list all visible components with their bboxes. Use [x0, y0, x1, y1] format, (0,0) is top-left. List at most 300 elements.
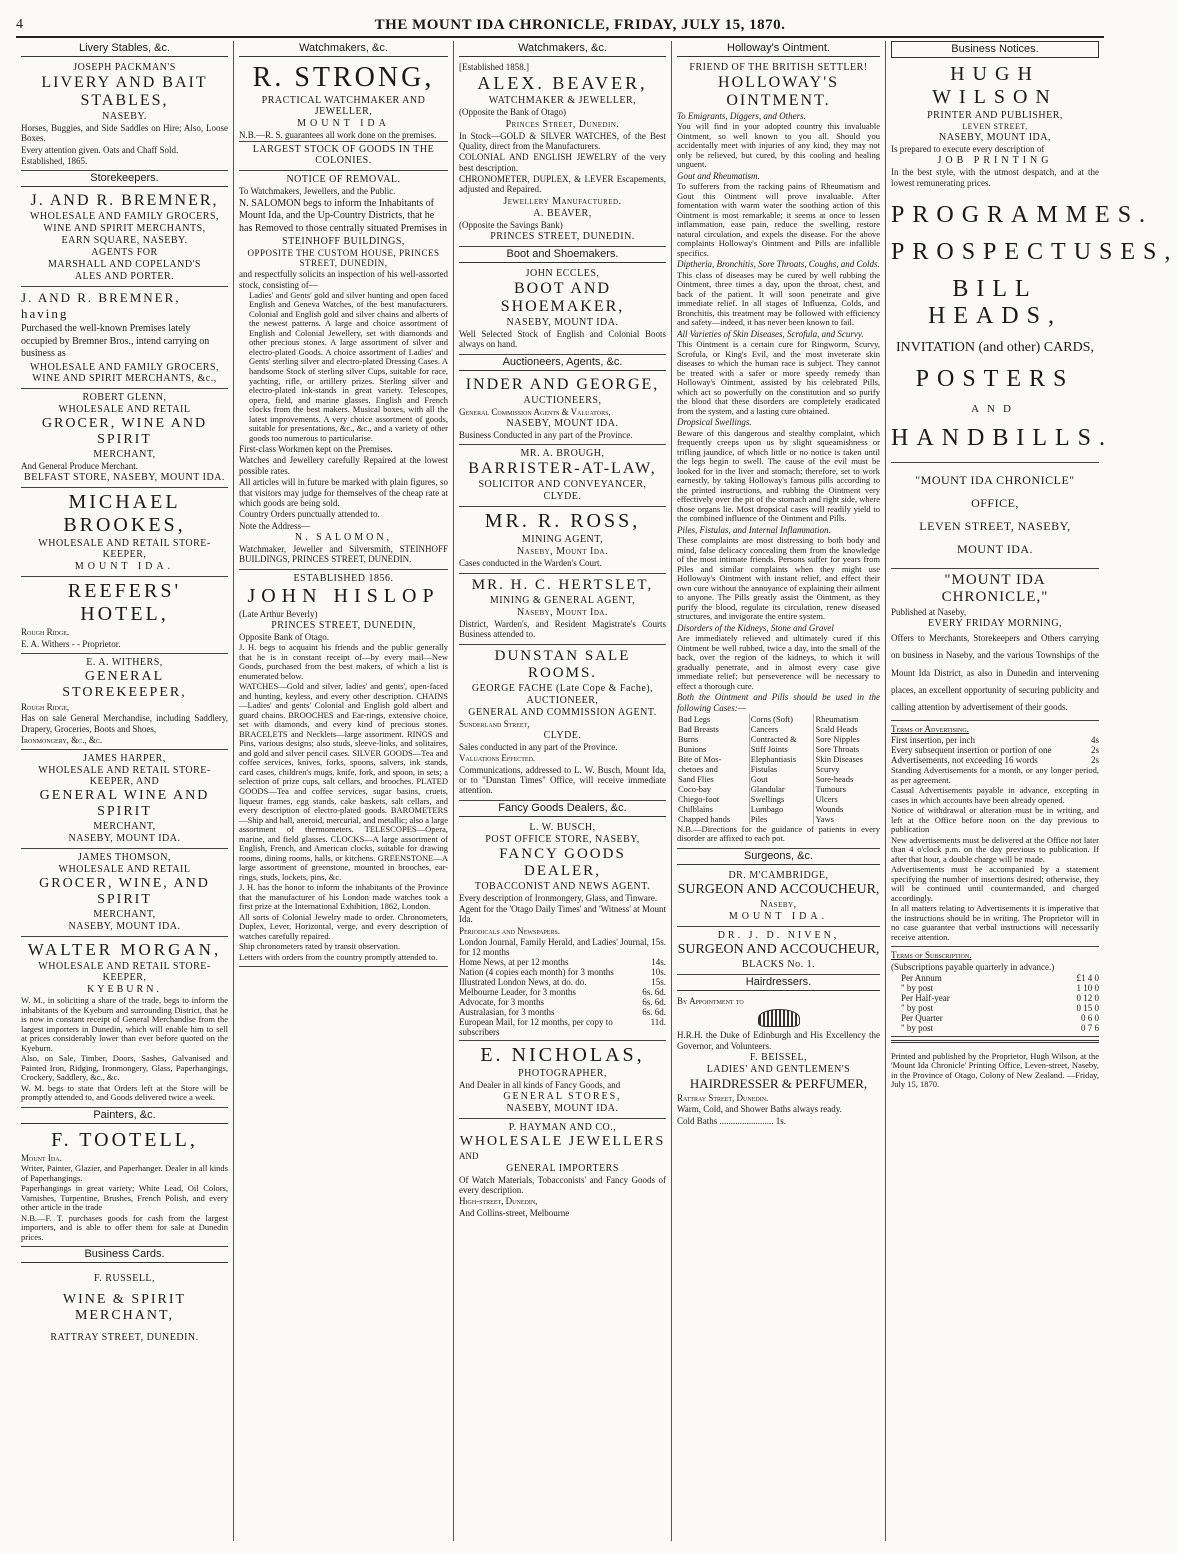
remedy-item: Scurvy — [815, 763, 840, 774]
ad-line: CHRONOMETER, DUPLEX, & LEVER Escapements, adjusted and Repaired. — [459, 174, 666, 195]
ad-russell — [21, 1265, 228, 1352]
section-watchmakers-header-2: Watchmakers, &c. — [459, 41, 666, 57]
ad-salomon — [239, 171, 448, 569]
ad-title: BARRISTER-AT-LAW, — [468, 460, 657, 478]
printing-services-list — [891, 202, 1178, 452]
ad-line: These complaints are most distressing to both body and mind, false delicacy concealing them from the knowledge of the most intimate friends. Persons suffer for years from Piles and similar complaints when they might use Holloway's Ointment with instant relief, and effect their own cure without the annoyance of explaining their ailment to anyone. The Pills greatly assist the Ointment, as they purify the blood, regulate its circulation, renew diseased structures, and invigorate the entire system. — [677, 535, 880, 622]
ad-line: N.B.—Directions for the guidance of patients in every disorder are affixed to each pot. — [677, 823, 880, 844]
ad-line: GENERAL IMPORTERS — [506, 1162, 619, 1174]
ad-line: Offers to Merchants, Storekeepers and Others carrying on business in Naseby, and the various Townships of the Mount Ida District, as also in Dunedin and intervening places, an excellent opportunity of securing publicity and calling attention by advertisement of their goods. — [891, 633, 1099, 712]
ad-line: To Watchmakers, Jewellers, and the Public. — [239, 186, 396, 197]
section-notices-header: Business Notices. — [891, 41, 1099, 58]
ad-line: AUCTIONEERS, — [523, 394, 602, 406]
ad-line: J. H. has the honor to inform the inhabitants of the Province that the manufacturer of his London made watches took a first prize at the International Exhibition, 1862, London. — [239, 882, 448, 912]
periodical-row-label: Australasian, for 3 months — [459, 1006, 555, 1017]
ad-title: E. NICHOLAS, — [480, 1043, 645, 1066]
terms-advertising — [891, 721, 1099, 948]
ad-brough — [459, 445, 666, 507]
ad-line: N. SALOMON, — [294, 531, 393, 543]
ad-line: A. BEAVER, — [533, 207, 592, 219]
ad-title: SURGEON AND ACCOUCHEUR, — [677, 941, 880, 957]
periodical-row-price: 15s. — [651, 976, 666, 987]
ad-line: Rough Ridge. — [21, 627, 70, 638]
ad-line: MARSHALL AND COPELAND'S — [48, 259, 201, 271]
periodical-row-price: 15s. — [651, 936, 666, 947]
ad-line: LADIES' AND GENTLEMEN'S — [706, 1063, 851, 1075]
ad-strong — [239, 59, 448, 171]
ad-line: WINE AND SPIRIT MERCHANTS, — [43, 223, 206, 235]
ad-line: W. M., in soliciting a share of the trade, begs to inform the inhabitants of the Kyeburn and surrounding District, that he is now in constant receipt of General Merchandise from the largest importers in Dunedin, which will enable him to sell at prices considerably lower than ever before quoted on the Kyeburn. — [21, 995, 228, 1053]
column-5 — [886, 41, 1178, 1541]
ad-packman — [21, 59, 228, 171]
ad-title: LIVERY AND BAIT STABLES, — [41, 74, 208, 109]
ad-tootell — [21, 1126, 228, 1247]
ad-line: GENERAL STORES, — [503, 1091, 622, 1103]
ad-line: Agent for the 'Otago Daily Times' and 'Witness' at Mount Ida. — [459, 903, 666, 925]
ad-wilson — [891, 60, 1099, 192]
ad-line: "MOUNT IDA CHRONICLE" — [915, 473, 1075, 488]
ad-line: Also, on Sale, Timber, Doors, Sashes, Galvanised and Painted Iron, Ridging, Ironmongery, Glass, Paperhangings, Crockery, Saddlery, &c., &c. — [21, 1053, 228, 1083]
ad-line: Beware of this dangerous and stealthy complaint, which frequently creeps upon us by slight squeamishness or trifling jaundice, of which little or no notice is taken until the legs begin to swell. The cause of the evil must be looked for in the liver and stomach; therefore, set to work earnestly, by taking Holloway's famous pills according to the printed instructions, and rubbing the Ointment very effectively over the pit of the stomach and right side, where those organs lie. Most dropsical cases will readily yield to the combined influence of the Ointment and Pills. — [677, 427, 880, 524]
remedy-item: Glandular — [750, 783, 785, 794]
column-1 — [16, 41, 234, 1541]
periodicals-list — [459, 937, 666, 1037]
ad-line: Every attention given. Oats and Chaff Sold. — [21, 144, 179, 155]
ad-title: GENERAL WINE AND SPIRIT — [39, 788, 210, 820]
subscription-row — [901, 1003, 1099, 1013]
ad-line: And Dealer in all kinds of Fancy Goods, and — [459, 1079, 621, 1090]
ad-subhead: Disorders of the Kidneys, Stone and Gravel — [677, 622, 834, 633]
ad-line: Valuations Effected. — [459, 753, 536, 764]
ad-line: W. M. begs to state that Orders left at the Store will be promptly attended to, and Goods delivered twice a week. — [21, 1082, 228, 1103]
remedy-item: Chiego-foot — [678, 793, 720, 804]
ad-line: N.B.—R. S. guarantees all work done on the premises. — [239, 130, 437, 140]
ad-line: PRINCES STREET, DUNEDIN, — [271, 619, 416, 631]
ad-title: GROCER, WINE, AND SPIRIT — [39, 876, 210, 908]
ad-line: BELFAST STORE, NASEBY, MOUNT IDA. — [24, 472, 225, 484]
ad-line: In the best style, with the utmost despatch, and at the lowest remunerating prices. — [891, 167, 1099, 188]
ad-line: F. RUSSELL, — [93, 1273, 156, 1285]
rate-row-price: 2s — [1090, 745, 1099, 756]
remedy-item: Burns — [678, 733, 699, 744]
ad-line: PRINTER AND PUBLISHER, — [927, 110, 1063, 121]
ad-line: NASEBY. — [102, 111, 147, 122]
remedy-item: Contracted & — [750, 733, 797, 744]
terms-header: Terms of Advertising. — [891, 723, 969, 734]
ad-line: Sunderland Street, — [459, 718, 530, 729]
remedy-item: Chilblains — [678, 803, 713, 814]
ad-line: And General Produce Merchant. — [21, 460, 138, 471]
remedy-item: Corns (Soft) — [750, 713, 793, 724]
ad-line: WHOLESALE AND FAMILY GROCERS, — [29, 211, 220, 223]
terms-header: Terms of Subscription. — [891, 950, 972, 961]
section-hairdressers-header: Hairdressers. — [677, 975, 880, 991]
ad-line: Every description of Ironmongery, Glass, and Tinware. — [459, 892, 658, 903]
section-holloway-header: Holloway's Ointment. — [677, 41, 880, 57]
ad-line: Watchmaker, Jeweller and Silversmith, STEINHOFF BUILDINGS, PRINCES STREET, DUNEDIN. — [239, 543, 448, 565]
ad-title: JOHN HISLOP — [247, 584, 440, 607]
ad-line: Letters with orders from the country promptly attended to. — [239, 951, 438, 962]
advertising-rates — [891, 735, 1099, 765]
ad-line: Advertisements must be accompanied by a statement specifying the number of insertions desired; otherwise, they will be continued until countermanded, and charged accordingly. — [891, 864, 1099, 903]
ad-line: This Ointment is a certain cure for Ringworm, Scurvy, Scrofula, or King's Evil, and the most inveterate skin diseases to which the human race is subject. They cannot be treated with a safer or more speedy remedy than Holloway's Ointment, assisted by his celebrated Pills, which act so powerfully on the constitution and so purify the blood that these disorders are completely eradicated from the system, and a lasting cure obtained. — [677, 339, 880, 416]
subscription-row — [901, 1013, 1099, 1023]
ad-line: WATCHMAKER & JEWELLER, — [488, 95, 637, 107]
ad-line: All sorts of Colonial Jewelry made to order. Chronometers, Duplex, Lever, Horizontal, verge, and every description of watches carefully repaired. — [239, 911, 448, 941]
ad-line: High-street, Dunedin, — [459, 1196, 538, 1207]
ad-line: Opposite Bank of Otago. — [239, 631, 329, 642]
subscription-row-label: Per Quarter — [901, 1013, 943, 1024]
ad-line: Has on sale General Merchandise, including Saddlery, Drapery, Groceries, Boots and Shoes, — [21, 713, 228, 734]
ad-line: Periodicals and Newspapers. — [459, 925, 561, 936]
ad-title: REEFERS' HOTEL, — [67, 580, 182, 626]
ad-line: F. BEISSEL, — [749, 1051, 808, 1063]
rate-row-label: Every subsequent insertion or portion of one — [891, 745, 1052, 756]
ad-line: MOUNT IDA. — [728, 910, 829, 922]
ad-line: Ladies' and Gents' gold and silver hunting and open faced English and Geneva Watches, of the best manufacturers. Colonial and English gold and silver chains and alberts of the newest patterns. A large and choice assortment of English and Colonial Jewellery, set with diamonds and other precious stones. A large assortment of silver and electro-plated Goods. A choice assortment of Ladies' and Gents' sterling silver and electro-plated Dressing Cases. A handsome Stock of sterling silver Cups, suitable for race, yachting, rifle, or artillery prizes. Sterling silver and electro-plated ink-stands in great variety. Telescopes, opera, field, and marine glasses. English and French clocks from the best makers. Musical boxes, with all the latest improvements. A very choice assortment of goods, suitable for presentations, &c., &c., and a variety of other goods too numerous to particularise. — [249, 289, 448, 443]
periodical-row-price: 6s. 6d. — [642, 996, 666, 1007]
subscription-row-price: 1 10 0 — [1076, 983, 1099, 994]
ad-line: CLYDE. — [543, 491, 582, 503]
ad-line: MOUNT IDA. — [74, 561, 175, 573]
printing-service-item: AND — [971, 403, 1019, 416]
remedy-col-3 — [814, 714, 880, 824]
ad-line: General Commission Agents & Valuators, — [459, 406, 611, 417]
ad-niven — [677, 927, 880, 975]
ad-line: Cold Baths ........................ 1s. — [677, 1115, 787, 1126]
remedy-item: Sand Flies — [678, 773, 714, 784]
ad-title: SURGEON AND ACCOUCHEUR, — [677, 881, 880, 897]
periodical-row-label: Nation (4 copies each month) for 3 months — [459, 966, 614, 977]
periodical-row-label: Home News, at per 12 months — [459, 956, 569, 967]
remedy-item: Tumours — [815, 783, 846, 794]
ad-title: INDER AND GEORGE, — [465, 375, 660, 393]
ad-line: MINING AGENT, — [521, 534, 604, 546]
ad-thomson — [21, 849, 228, 937]
ad-line: N. SALOMON begs to inform the Inhabitants of Mount Ida, and the Up-Country Districts, that he has Removed to those centrally situated Premises in — [239, 197, 448, 234]
ad-hayman — [459, 1119, 666, 1222]
periodical-row — [459, 987, 666, 997]
ad-line: (Subscriptions payable quarterly in advance.) — [891, 961, 1055, 972]
remedy-item: Sore Nipples — [815, 733, 860, 744]
subscription-rates — [891, 973, 1099, 1033]
rate-row-label: First insertion, per inch — [891, 735, 975, 746]
ad-line: Rattray Street, Dunedin. — [677, 1092, 769, 1103]
remedy-item: Bunions — [678, 743, 707, 754]
ad-line: NASEBY, MOUNT IDA. — [506, 418, 619, 430]
rate-row-price: 4s — [1090, 735, 1099, 746]
masthead-title: THE MOUNT IDA CHRONICLE, FRIDAY, JULY 15, 1870. — [374, 16, 786, 33]
ad-harper — [21, 750, 228, 849]
ad-line: PRACTICAL WATCHMAKER AND JEWELLER, — [261, 95, 426, 117]
ad-title: DUNSTAN SALE ROOMS. — [494, 647, 631, 681]
ad-line: FRIEND OF THE BRITISH SETTLER! — [689, 62, 868, 73]
ad-chronicle — [891, 569, 1099, 721]
ad-title: GROCER, WINE AND SPIRIT — [41, 415, 208, 447]
subscription-row-price: 0 12 0 — [1076, 993, 1099, 1004]
ad-line: ROBERT GLENN, — [82, 391, 167, 403]
ad-line: This class of diseases may be cured by well rubbing the Ointment, three times a day, upon the throat, chest, and back of the patient. It will soon penetrate and give immediate relief. In all stages of Influenza, Colds, and Bronchitis, this treatment may be followed with efficiency and safety—indeed, it has never been known to fail. — [677, 269, 880, 328]
subscription-row — [901, 1023, 1099, 1033]
ad-title: MICHAEL BROOKES, — [63, 491, 186, 537]
subscription-row-label: Per Half-year — [901, 993, 950, 1004]
ad-line: Casual Advertisements payable in advance, excepting in cases in which accounts have been already opened. — [891, 785, 1099, 805]
ad-line: GEORGE FACHE (Late Cope & Fache), — [471, 682, 654, 694]
ad-title: J. AND R. BREMNER, — [30, 192, 219, 210]
ad-line: Ironmongery, &c., &c. — [21, 734, 103, 745]
ad-line: H.R.H. the Duke of Edinburgh and His Excellency the Governor, and Volunteers. — [677, 1030, 880, 1051]
ad-line: All articles will in future be marked with plain figures, so that visitors may judge for themselves of the cheap rate at which goods are being sold. — [239, 477, 448, 508]
ad-line: ALES AND PORTER. — [74, 271, 175, 283]
ad-line: Published at Naseby, — [891, 607, 967, 618]
ad-line: WHOLESALE AND RETAIL — [58, 403, 191, 415]
ad-line: WATCHES—Gold and silver, ladies' and gents', open-faced and hunting, keyless, and every other description. CHAINS—Ladies' and gents' Colonial and English gold albert and guard chains. BROOCHES and Ear-rings, extensive choice, set with diamonds, and every kind of precious stones. BRACELETS and Necklets—large assortment. RINGS and Pins, various designs; also studs, sleeve-links, and solitaires, and gold and silver pencil cases. SILVER GOODS—Tea and coffee services, knives, forks, spoons, salvers, ink stands, card cases, children's mugs, knife, fork, and spoon, in sets; a selection of prize cups, salt cellars, and brooches. PLATED GOODS—Tea and coffee services, sugar basins, cruets, liqueur frames, egg stands, cake baskets, salt cellars, and every description of electro-plated goods. BAROMETERS—Ship and hall, aneroid, mercurial, and metallic; also a large assortment of thermometers. TELESCOPES—Opera, marine, and field glasses. CLOCKS—A large assortment of English, French, and American clocks, suitable for drawing rooms, dining rooms, halls, or kitchens. GREENSTONE—A large assortment of greenstone, mounted in brooches, ear-rings, studs, lockets, pins, &c. — [239, 681, 448, 882]
ad-line: MINING & GENERAL AGENT, — [489, 594, 636, 606]
remedy-item: Bad Breasts — [678, 723, 719, 734]
ad-line: Horses, Buggies, and Side Saddles on Hire; Also, Loose Boxes. — [21, 123, 228, 144]
ad-line: NASEBY, MOUNT IDA. — [506, 317, 619, 329]
subscription-row-label: " by post — [901, 1023, 934, 1034]
subscription-row-label: " by post — [901, 1003, 934, 1014]
ad-title: J. AND R. BREMNER, having — [21, 290, 181, 322]
ad-line: Are immediately relieved and ultimately cured if this Ointment be well rubbed, twice a day, into the small of the back, over the region of the kidneys, to which it will gradually penetrate, and in almost every case give immediate relief; but perseverence will be necessary to effect a thorough cure. — [677, 633, 880, 691]
remedy-item: Bite of Mos- — [678, 753, 722, 764]
ad-line: WHOLESALE AND RETAIL — [58, 864, 191, 876]
ad-line: E. A. Withers - - Proprietor. — [21, 638, 121, 649]
ad-line: Naseby, Mount Ida. — [517, 546, 608, 558]
subscription-row — [901, 983, 1099, 993]
ad-line: CLYDE. — [543, 729, 582, 741]
remedy-item: Cancers — [750, 723, 779, 734]
ad-line: (Opposite the Bank of Otago) — [459, 107, 566, 118]
ad-line: Princes Street, Dunedin. — [505, 118, 620, 130]
ad-beissel — [677, 993, 880, 1130]
subscription-row — [901, 973, 1099, 983]
ad-line: and respectfully solicits an inspection of his well-assorted stock, consisting of— — [239, 269, 448, 290]
ad-line: AUCTIONEER, — [526, 694, 599, 706]
ad-line: PRINCES STREET, DUNEDIN. — [490, 231, 635, 243]
ad-line: First-class Workmen kept on the Premises. — [239, 444, 393, 455]
ad-title: WHOLESALE JEWELLERS — [459, 1134, 666, 1150]
ad-line: MR. A. BROUGH, — [520, 448, 605, 460]
ad-line: Standing Advertisements for a month, or any longer period, as per agreement. — [891, 765, 1099, 785]
section-fancy-header: Fancy Goods Dealers, &c. — [459, 801, 666, 817]
subscription-row-price: 0 7 6 — [1081, 1023, 1099, 1034]
ad-line: MERCHANT, — [93, 909, 156, 921]
ad-nicholas — [459, 1041, 666, 1119]
ad-line: In Stock—GOLD & SILVER WATCHES, of the Best Quality, direct from the Manufacturers. — [459, 130, 666, 152]
remedy-item: Elephantiasis — [750, 753, 797, 764]
section-watchmakers-header: Watchmakers, &c. — [239, 41, 448, 57]
ad-subhead: All Varieties of Skin Diseases, Scrofula, and Scurvy. — [677, 328, 864, 339]
ad-glenn — [21, 389, 228, 488]
ad-line: Business Conducted in any part of the Province. — [459, 430, 633, 441]
ad-line: Warm, Cold, and Shower Baths always ready. — [677, 1104, 842, 1115]
ad-title: F. TOOTELL, — [51, 1128, 198, 1151]
ad-line: In all matters relating to Advertisements it is imperative that the instructions should be in writing. The Proprietor will in no case guarantee that verbal instructions will necessarily receive attention. — [891, 903, 1099, 942]
periodical-row-label: London Journal, Family Herald, and Ladies' Journal, for 12 months — [459, 936, 649, 957]
ad-line: Naseby, Mount Ida. — [517, 606, 608, 618]
subscription-row-price: 0 15 0 — [1076, 1003, 1099, 1014]
printing-service-item: PROSPECTUSES, — [891, 239, 1178, 266]
section-boot-header: Boot and Shoemakers. — [459, 247, 666, 263]
periodical-row-label: European Mail, for 12 months, per copy to subscribers — [459, 1016, 613, 1037]
ad-line: Naseby, — [760, 898, 797, 910]
section-painters-header: Painters, &c. — [21, 1108, 228, 1124]
imprint: Printed and published by the Proprietor, Hugh Wilson, at the 'Mount Ida Chronicle' Printing Office, Leven-street, Naseby, in the Province of Otago, Colony of New Zealand. —Friday, July 15, 1870. — [891, 1050, 1099, 1090]
terms-subscription — [891, 947, 1099, 1037]
ad-line: JOHN ECCLES, — [525, 268, 600, 280]
ad-line: MOUNT IDA — [297, 118, 390, 129]
ad-title: HAIRDRESSER & PERFUMER, — [689, 1075, 868, 1091]
ad-morgan — [21, 937, 228, 1108]
section-auctioneers-header: Auctioneers, Agents, &c. — [459, 355, 666, 371]
ad-line: Mount Ida. — [21, 1152, 62, 1163]
ad-title: BOOT AND SHOEMAKER, — [500, 280, 625, 316]
remedy-item: Rheumatism — [815, 713, 859, 724]
ad-line: District, Warden's, and Resident Magistrate's Courts Business attended to. — [459, 618, 666, 640]
ad-line: New advertisements must be delivered at the Office not later than 4 o'clock p.m. on the day previous to publication. If after that hour, a double charge will be made. — [891, 834, 1099, 864]
subscription-row-label: Per Annum — [901, 973, 942, 984]
printing-service-item: PROGRAMMES. — [891, 202, 1154, 229]
ad-title: "MOUNT IDA CHRONICLE," — [941, 572, 1049, 606]
ad-line: Country Orders punctually attended to. — [239, 509, 380, 520]
ad-line: You will find in your adopted country this invaluable Ointment, so well known to you all. Should you accidentally meet with injuries of any kind, they may not only be relieved, but cured, by this cooling and healing unguent. — [677, 121, 880, 170]
ad-title: GENERAL STOREKEEPER, — [62, 668, 187, 700]
periodical-row-price: 6s. 6d. — [642, 1006, 666, 1017]
ad-title: MR. H. C. HERTSLET, — [471, 576, 654, 593]
remedy-item: Lumbago — [750, 803, 784, 814]
ad-hislop — [239, 570, 448, 968]
ad-subhead: Diptheria, Bronchitis, Sore Throats, Coughs, and Colds. — [677, 259, 880, 270]
ad-line: OPPOSITE THE CUSTOM HOUSE, PRINCES STREET, DUNEDIN, — [247, 248, 440, 269]
ad-line: WHOLESALE AND RETAIL STORE-KEEPER, — [38, 961, 211, 984]
ad-line: SOLICITOR AND CONVEYANCER, — [478, 479, 647, 491]
ad-line: STEINHOFF BUILDINGS, — [282, 236, 405, 248]
subscription-row — [901, 993, 1099, 1003]
ad-line: Paperhangings in great variety; White Lead, Oil Colors, Varnishes, Turpentine, Brushes, French Polish, and every other article in the trade — [21, 1183, 228, 1213]
subscription-row-price: £1 4 0 — [1076, 973, 1099, 984]
ad-bremner — [21, 189, 228, 287]
ad-office — [891, 462, 1099, 569]
ad-line: And Collins-street, Melbourne — [459, 1207, 570, 1218]
remedy-item: Yaws — [815, 813, 834, 824]
printing-service-item: POSTERS — [915, 366, 1075, 393]
ad-dunstan — [459, 645, 666, 801]
ad-beaver — [459, 59, 666, 247]
ad-line: KYEBURN. — [87, 984, 162, 996]
ad-line: Well Selected Stock of English and Colonial Boots always on hand. — [459, 329, 666, 350]
ad-title: HUGH WILSON — [932, 63, 1058, 108]
ad-busch — [459, 819, 666, 1041]
ad-line: DR. M'CAMBRIDGE, — [728, 869, 829, 881]
ad-line: NASEBY, MOUNT IDA. — [506, 1103, 619, 1115]
ad-line: MOUNT IDA. — [956, 542, 1034, 557]
ad-line: LARGEST STOCK OF GOODS IN THE COLONIES. — [239, 141, 448, 166]
ad-line: LEVEN STREET, — [962, 122, 1028, 131]
ad-subhead: Piles, Fistulas, and Internal Inflammation. — [677, 524, 831, 535]
ad-title: ALEX. BEAVER, — [477, 73, 648, 94]
remedy-item: Skin Diseases — [815, 753, 863, 764]
ad-reefers — [21, 577, 228, 654]
ad-line: By Appointment to — [677, 995, 744, 1006]
ad-line: JAMES THOMSON, — [78, 852, 171, 864]
ad-line: ESTABLISHED 1856. — [293, 572, 394, 584]
ad-line: MERCHANT, — [93, 821, 156, 833]
periodical-row-price: 11d. — [650, 1016, 666, 1027]
remedy-item: Bad Legs — [678, 713, 711, 724]
periodical-row — [459, 1017, 666, 1037]
ad-subhead: To Emigrants, Diggers, and Others. — [677, 111, 806, 121]
ad-title: R. STRONG, — [252, 62, 435, 93]
ad-line: RATTRAY STREET, DUNEDIN. — [50, 1332, 199, 1344]
printing-service-item: HANDBILLS. — [891, 425, 1113, 452]
ad-line: WHOLESALE AND RETAIL STORE-KEEPER, AND — [38, 765, 211, 788]
printing-service-item: BILL HEADS, — [927, 276, 1062, 330]
ad-line: Established, 1865. — [21, 156, 88, 167]
ad-line: Notice of withdrawal or alteration must be in writing, and left at the Office before noon on the day previous to publication — [891, 805, 1099, 835]
subscription-row-price: 0 6 0 — [1081, 1013, 1099, 1024]
ad-line: EVERY FRIDAY MORNING, — [927, 618, 1063, 630]
ad-title: MR. R. ROSS, — [484, 510, 641, 533]
royal-crest-icon — [758, 1009, 800, 1027]
remedy-item: Wounds — [815, 803, 844, 814]
ad-bremner-2 — [21, 287, 228, 389]
ad-line: (Late Arthur Beverly) — [239, 608, 318, 619]
ad-line: NOTICE OF REMOVAL. — [286, 174, 401, 186]
remedy-item: chetoes and — [678, 763, 718, 774]
remedy-table — [677, 714, 880, 824]
remedy-item: Fistulas — [750, 763, 778, 774]
ad-subhead: Gout and Rheumatism. — [677, 170, 760, 181]
ad-line: (Opposite the Savings Bank) — [459, 219, 563, 230]
ad-line: To sufferers from the racking pains of Rheumatism and Gout this Ointment will prove invaluable. After fomentation with warm water the soothing action of this Ointment is most remarkable; it seems at once to lessen inflammation, ease pain, reduce the swelling, restore natural circulation, and expels the disease. For the above complaints Holloway's Ointment and Pills are infallible specifics. — [677, 181, 880, 258]
ad-line: NASEBY, MOUNT IDA. — [68, 833, 181, 845]
ad-line: JAMES HARPER, — [83, 753, 166, 765]
remedy-item: Gout — [750, 773, 768, 784]
ad-line: EARN SQUARE, NASEBY. — [61, 235, 188, 247]
remedy-item: Coco-bay — [678, 783, 712, 794]
ad-inder — [459, 373, 666, 446]
section-storekeepers-header: Storekeepers. — [21, 171, 228, 187]
ad-line: COLONIAL AND ENGLISH JEWELRY of the very best description. — [459, 152, 666, 173]
periodical-row — [459, 1007, 666, 1017]
ad-line: [Established 1858.] — [459, 62, 529, 72]
column-2 — [234, 41, 454, 1541]
ad-line: WHOLESALE AND RETAIL STORE-KEEPER, — [38, 538, 211, 561]
rate-row — [891, 745, 1099, 755]
ad-title: WALTER MORGAN, — [27, 940, 222, 960]
ad-line: Communications, addressed to L. W. Busch, Mount Ida, or to "Dunstan Times" Office, will receive immediate attention. — [459, 764, 666, 796]
ad-line: BLACKS No. 1. — [741, 958, 816, 970]
ad-line: J. H. begs to acquaint his friends and the public generally that he is in constant receipt of—by every mail—New Goods, purchased from the best makers, of which a list is enumerated below. — [239, 642, 448, 681]
ad-line: Is prepared to execute every description of — [891, 144, 1045, 154]
printing-service-item: INVITATION (and other) CARDS, — [896, 340, 1094, 356]
ad-line: WHOLESALE AND FAMILY GROCERS, WINE AND SPIRIT MERCHANTS, &c., — [29, 361, 220, 384]
ad-line: N.B.—F. T. purchases goods for cash from the largest importers, and is able to offer them for sale at Dunedin prices. — [21, 1212, 228, 1242]
ad-eccles — [459, 265, 666, 355]
ad-line: TOBACCONIST AND NEWS AGENT. — [474, 880, 651, 892]
remedy-item: Ulcers — [815, 793, 838, 804]
ad-line: DR. J. D. NIVEN, — [717, 929, 840, 941]
ad-title: HOLLOWAY'S OINTMENT. — [718, 74, 839, 109]
ad-line: AND — [459, 1151, 479, 1162]
remedy-item: Sore-heads — [815, 773, 854, 784]
ad-line: P. HAYMAN AND CO., — [508, 1122, 617, 1134]
ad-line: JOB PRINTING — [937, 155, 1053, 167]
remedy-item: Chapped hands — [678, 813, 731, 824]
ad-line: Watches and Jewellery carefully Repaired at the lowest possible rates. — [239, 455, 448, 476]
